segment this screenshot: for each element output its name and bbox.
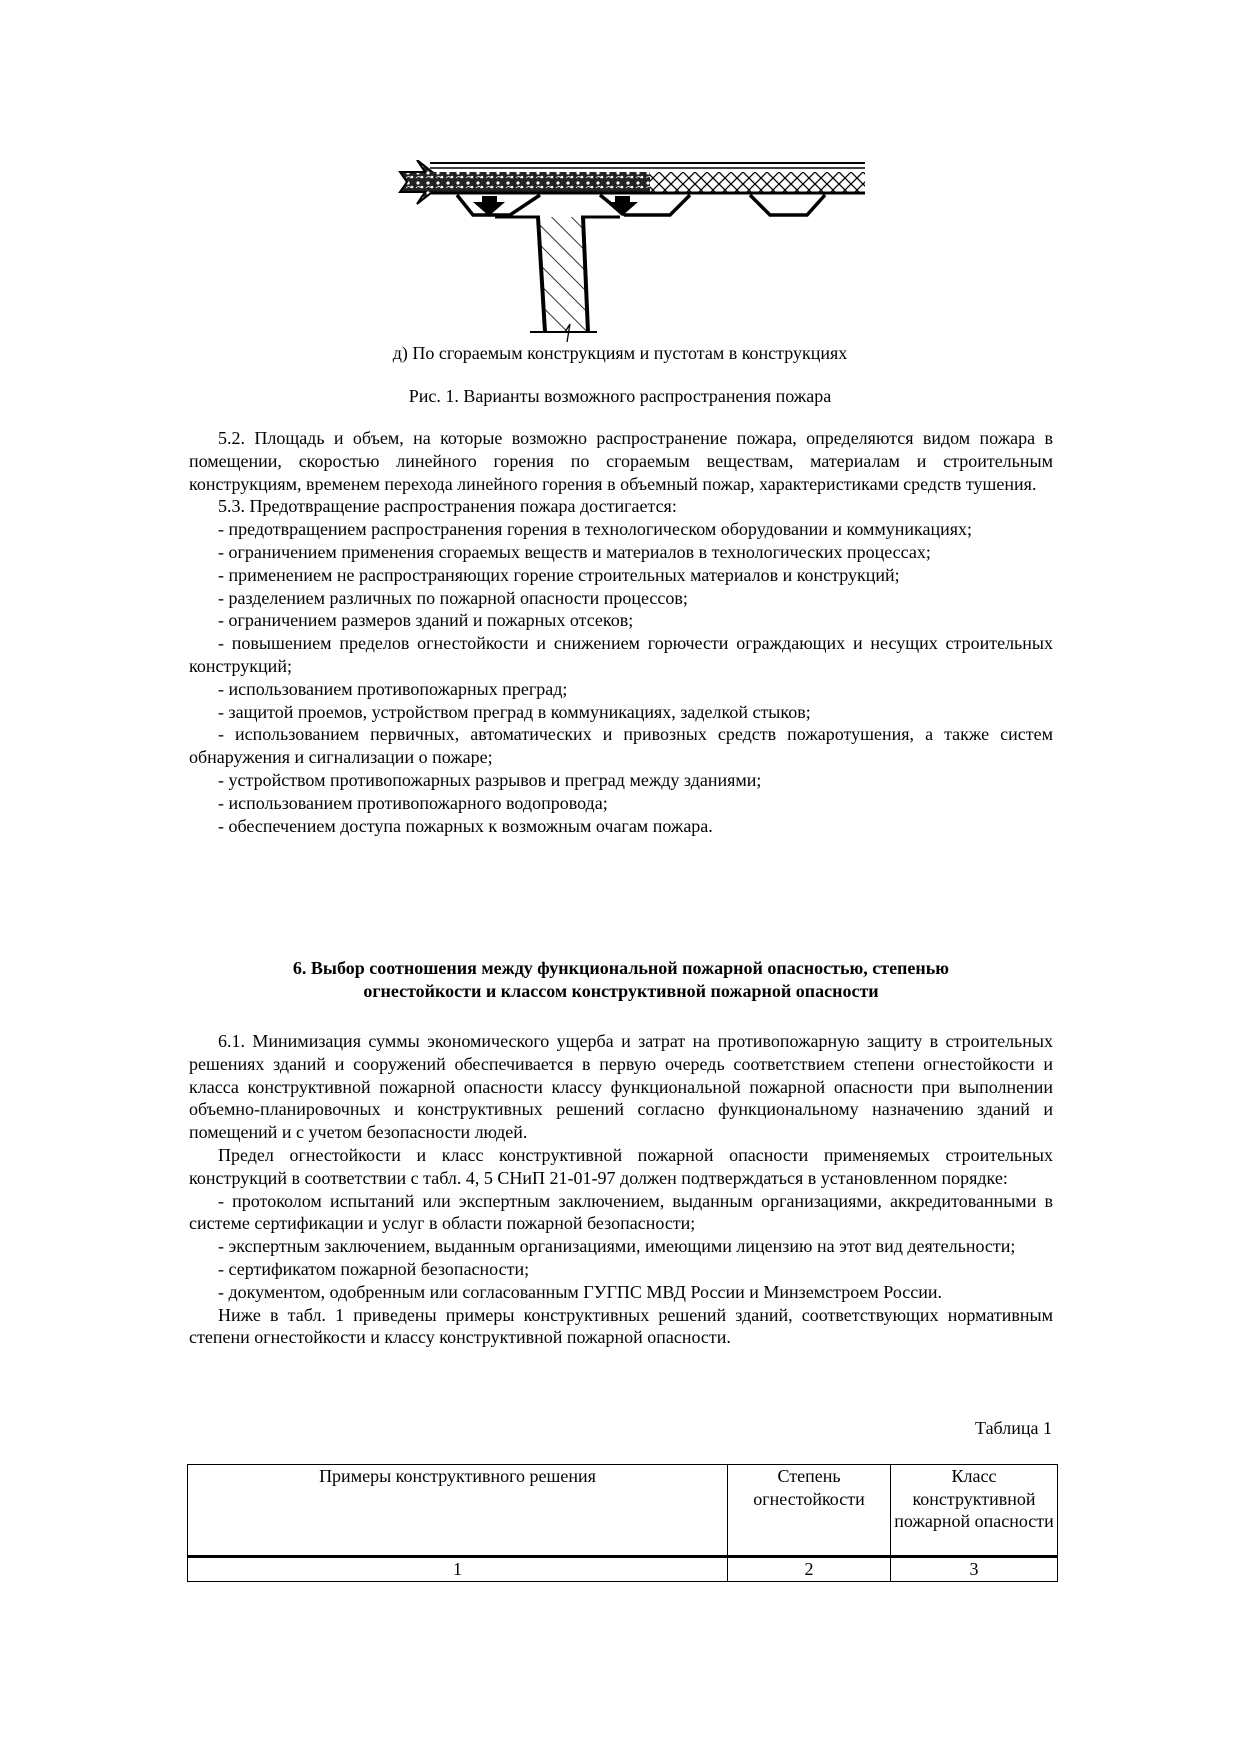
paragraph-6-1: 6.1. Минимизация суммы экономического ущерба и затрат на противопожарную защиту в строительных решениях зданий и сооружений обеспечивается в первую очередь соответствием степени огнестойкости и класса конструктивной пожарной опасности классу функциональной пожарной опасности при выполнении объемно-планировочных и конструктивных решений согласно функциональному назначению зданий и помещений и с учетом безопасности людей. — [189, 1031, 1053, 1143]
paragraph: Предел огнестойкости и класс конструктивной пожарной опасности применяемых строительных конструкций в соответствии с табл. 4, 5 СНиП 21-01-97 должен подтверждаться в установленном порядке: — [189, 1144, 1053, 1188]
column-number: 2 — [728, 1557, 891, 1582]
paragraph-5-2: 5.2. Площадь и объем, на которые возможно распространение пожара, определяются видом пожара в помещении, скоростью линейного горения по сгораемым веществам, материалам и строительным конструкциям, временем перехода линейного горения в объемный пожар, характеристиками средств тушения. — [189, 428, 1053, 494]
list-item: - сертификатом пожарной безопасности; — [218, 1258, 530, 1279]
figure-caption: Рис. 1. Варианты возможного распространения пожара — [408, 386, 832, 406]
column-number: 1 — [188, 1557, 728, 1582]
list-item: - ограничением размеров зданий и пожарных отсеков; — [218, 610, 634, 631]
header-cell: Класс конструктивной пожарной опасности — [891, 1465, 1058, 1557]
list-item: - протоколом испытаний или экспертным заключением, выданным организациями, аккредитованными в системе сертификации и услуг в области пожарной безопасности; — [189, 1190, 1053, 1234]
list-item: - разделением различных по пожарной опасности процессов; — [218, 587, 688, 608]
section-6-heading — [189, 957, 1053, 1003]
figure-subcaption: д) По сгораемым конструкциям и пустотам в конструкциях — [392, 343, 848, 363]
list-item: - применением не распространяющих горение строительных материалов и конструкций; — [218, 564, 900, 585]
list-item: - ограничением применения сгораемых веществ и материалов в технологических процессах; — [218, 541, 931, 562]
section-6-body — [189, 1030, 1053, 1349]
list-item: - использованием первичных, автоматических и привозных средств пожаротушения, а также систем обнаружения и сигнализации о пожаре; — [189, 724, 1053, 768]
list-item: - использованием противопожарного водопровода; — [218, 792, 608, 813]
list-item: - защитой проемов, устройством преград в коммуникациях, заделкой стыков; — [218, 701, 811, 722]
header-cell: Степень огнестойкости — [728, 1465, 891, 1557]
paragraph-5-3: 5.3. Предотвращение распространения пожара достигается: — [218, 496, 677, 517]
list-item: - документом, одобренным или согласованным ГУГПС МВД России и Минземстроем России. — [218, 1281, 943, 1302]
list-item: - обеспечением доступа пожарных к возможным очагам пожара. — [218, 815, 713, 836]
heading-line-1: 6. Выбор соотношения между функциональной пожарной опасностью, степенью — [292, 958, 950, 978]
header-cell: Примеры конструктивного решения — [188, 1465, 728, 1557]
table-row — [188, 1557, 1058, 1582]
list-item: - экспертным заключением, выданным организациями, имеющими лицензию на этот вид деятельности; — [218, 1236, 1016, 1257]
heading-line-2: огнестойкости и классом конструктивной пожарной опасности — [363, 981, 879, 1001]
paragraph: Ниже в табл. 1 приведены примеры конструктивных решений зданий, соответствующих нормативным степени огнестойкости и классу конструктивной пожарной опасности. — [189, 1304, 1053, 1348]
table-label: Таблица 1 — [975, 1418, 1052, 1438]
column-number: 3 — [891, 1557, 1058, 1582]
table-header-row — [188, 1465, 1058, 1557]
list-item: - устройством противопожарных разрывов и преград между зданиями; — [218, 769, 762, 790]
section-5-body — [189, 427, 1053, 837]
table-1 — [187, 1464, 1058, 1582]
list-item: - повышением пределов огнестойкости и снижением горючести ограждающих и несущих строительных конструкций; — [189, 633, 1053, 676]
list-item: - использованием противопожарных преград; — [218, 678, 568, 699]
list-item: - предотвращением распространения горения в технологическом оборудовании и коммуникациях; — [218, 519, 973, 540]
